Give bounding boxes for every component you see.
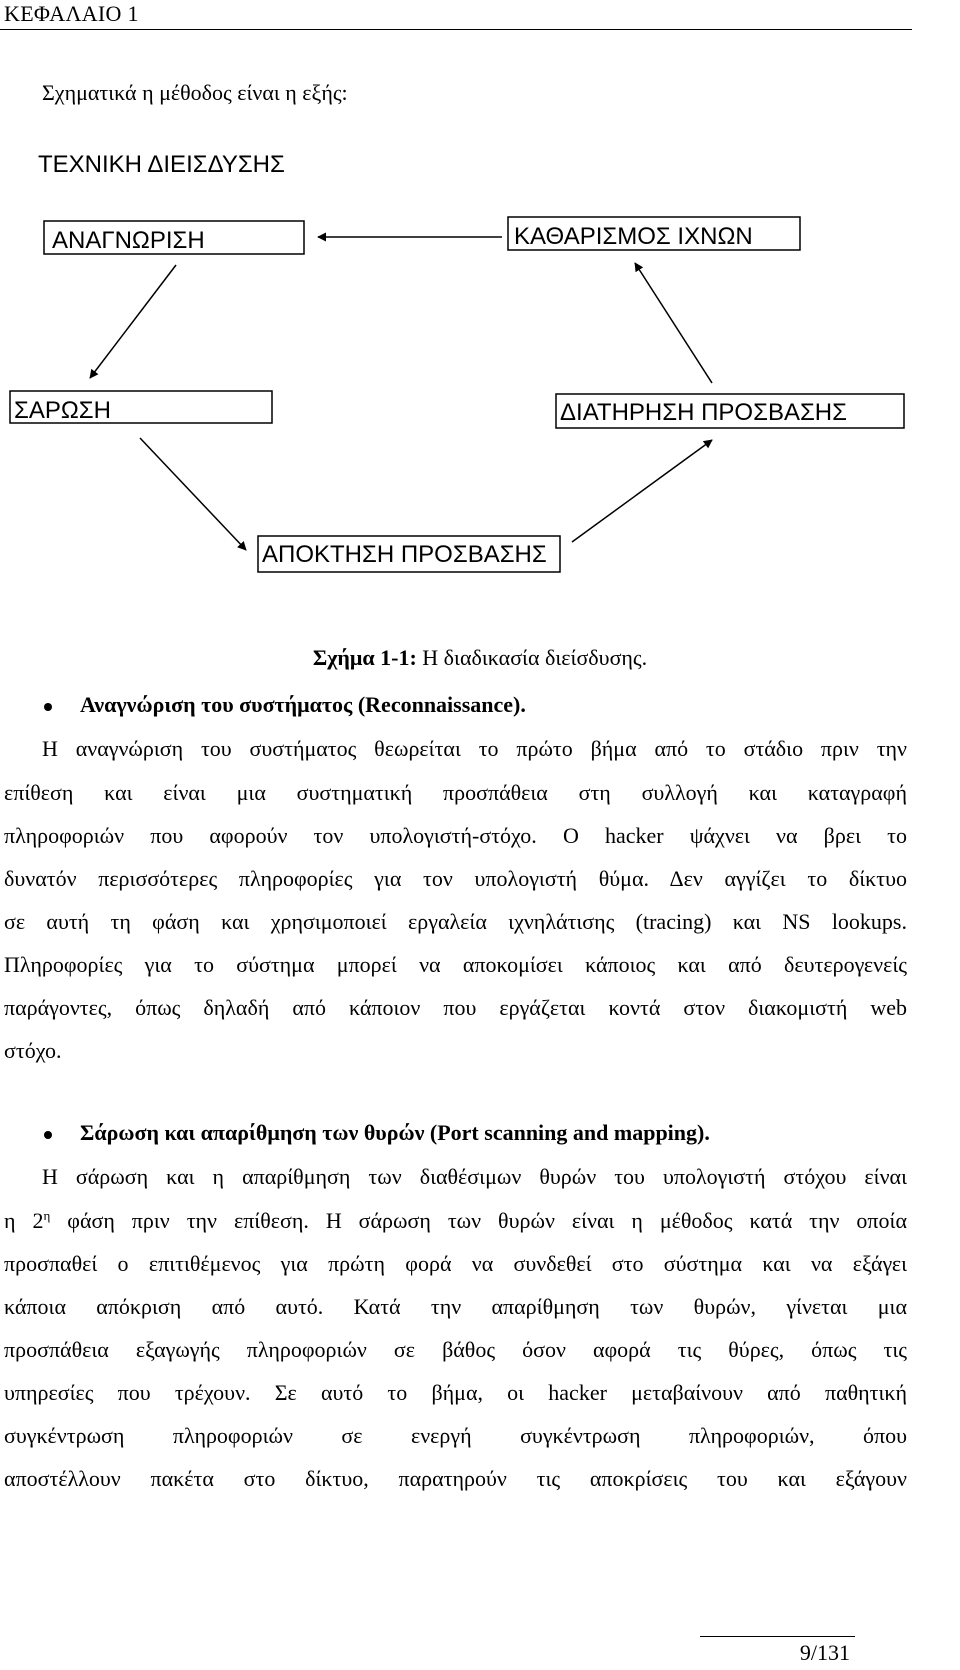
paragraph-line: υπηρεσίες που τρέχουν. Σε αυτό το βήμα, οι hacker μεταβαίνουν από παθητική — [4, 1380, 907, 1405]
penetration-diagram — [0, 130, 920, 630]
figure-caption — [0, 645, 960, 671]
paragraph-line: προσπαθεί ο επιτιθέμενος για πρώτη φορά να συνδεθεί στο σύστημα και να εξάγει — [4, 1251, 907, 1276]
arrow-recon-to-scan — [90, 265, 176, 378]
box-access-label: ΑΠΟΚΤΗΣΗ ΠΡΟΣΒΑΣΗΣ — [262, 541, 547, 568]
paragraph-line: δυνατόν περισσότερες πληροφορίες για τον υπολογιστή θύμα. Δεν αγγίζει το δίκτυο — [4, 866, 907, 891]
caption-text: Η διαδικασία διείσδυσης. — [416, 645, 648, 670]
arrow-access-to-maintain — [572, 440, 712, 542]
paragraph-line: αποστέλλουν πακέτα στο δίκτυο, παρατηρούν τις αποκρίσεις του και εξάγουν — [4, 1466, 907, 1491]
section-heading-text: Σάρωση και απαρίθμηση των θυρών (Port scanning and mapping). — [80, 1120, 710, 1145]
arrow-scan-to-access — [140, 438, 246, 550]
page-number: 9/131 — [799, 1640, 850, 1665]
line-part: φάση πριν την επίθεση. Η σάρωση των θυρών είναι η μέθοδος κατά την οποία — [50, 1208, 907, 1233]
box-recon-label: ΑΝΑΓΝΩΡΙΣΗ — [52, 227, 205, 254]
box-clear-label: ΚΑΘΑΡΙΣΜΟΣ ΙΧΝΩΝ — [514, 223, 753, 250]
paragraph-line: Η αναγνώριση του συστήματος θεωρείται το πρώτο βήμα από το στάδιο πριν την — [42, 736, 907, 761]
paragraph-line: Πληροφορίες για το σύστημα μπορεί να αποκομίσει κάποιος και από δευτερογενείς — [4, 952, 907, 977]
paragraph-line: επίθεση και είναι μια συστηματική προσπάθεια στη συλλογή και καταγραφή — [4, 780, 907, 805]
paragraph-line: Η σάρωση και η απαρίθμηση των διαθέσιμων θυρών του υπολογιστή στόχου είναι — [42, 1164, 907, 1189]
caption-label: Σχήμα 1-1: — [312, 645, 417, 670]
intro-text: Σχηματικά η μέθοδος είναι η εξής: — [42, 80, 348, 105]
header-rule — [0, 29, 912, 30]
paragraph-line: παράγοντες, όπως δηλαδή από κάποιον που εργάζεται κοντά στον διακομιστή web — [4, 995, 907, 1020]
paragraph-line: στόχο. — [4, 1038, 62, 1063]
bullet-icon — [44, 703, 52, 711]
paragraph-line: σε αυτή τη φάση και χρησιμοποιεί εργαλεία ιχνηλάτισης (tracing) και NS lookups. — [4, 909, 907, 934]
ordinal-superscript: η — [43, 1208, 51, 1223]
chapter-header: ΚΕΦΑΛΑΙΟ 1 — [4, 1, 139, 26]
diagram-title: ΤΕΧΝΙΚΗ ΔΙΕΙΣΔΥΣΗΣ — [38, 151, 285, 178]
paragraph-line — [4, 1207, 907, 1235]
box-maintain-label: ΔΙΑΤΗΡΗΣΗ ΠΡΟΣΒΑΣΗΣ — [560, 399, 847, 426]
paragraph-line: προσπάθεια εξαγωγής πληροφοριών σε βάθος όσον αφορά τις θύρες, όπως τις — [4, 1337, 907, 1362]
section-heading-text: Αναγνώριση του συστήματος (Reconnaissance). — [80, 692, 526, 717]
arrow-maintain-to-clear — [635, 263, 712, 383]
box-scan-label: ΣΑΡΩΣΗ — [14, 397, 111, 424]
line-part: η 2 — [4, 1208, 44, 1233]
paragraph-line: πληροφοριών που αφορούν τον υπολογιστή-στόχο. Ο hacker ψάχνει να βρει το — [4, 823, 907, 848]
paragraph-line: συγκέντρωση πληροφοριών σε ενεργή συγκέντρωση πληροφοριών, όπου — [4, 1423, 907, 1448]
bullet-icon — [44, 1131, 52, 1139]
footer-rule — [700, 1636, 855, 1637]
paragraph-line: κάποια απόκριση από αυτό. Κατά την απαρίθμηση των θυρών, γίνεται μια — [4, 1294, 907, 1319]
